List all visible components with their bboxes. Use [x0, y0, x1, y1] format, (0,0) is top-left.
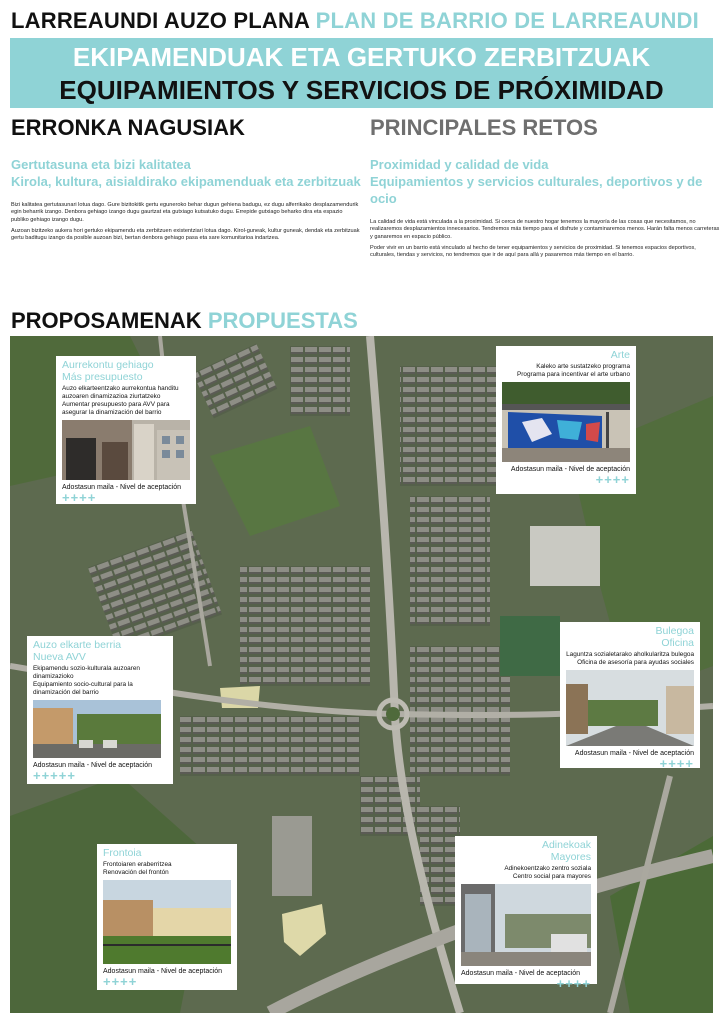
- section-banner: [10, 38, 713, 108]
- challenge-paragraph: La calidad de vida está vinculada a la proximidad. Si cerca de nuestro hogar tenemos la mayoría de las cosas que necesitamos, no realizaremos desplazamientos innecesarios. Tendremos más tiempo para el disfrute y contaminaremos menos. Harán falta menos carreteras y ganaremos en espacio público.: [370, 219, 720, 240]
- acceptance-label: Adostasun maila - Nivel de aceptación: [574, 750, 694, 757]
- challenge-paragraph: Auzoan bizitzeko aukera hori gertuko ekipamendu eta zerbitzuen existentziari lotua dago. Kirol-guneak, kultur guneak, dendak eta zerbitzuak gertu baditugu izango da posible auzoan bizi, bertan denbora gehiago pasa eta sare komunitarioa indartzea.: [11, 227, 360, 242]
- card-description: Frontoiaren eraberritzea Renovación del frontón: [103, 861, 172, 876]
- card-title-spanish: Mayores: [550, 851, 591, 863]
- card-title-basque: Aurrekontu gehiago: [62, 359, 154, 371]
- acceptance-label: Adostasun maila - Nivel de aceptación: [33, 762, 153, 769]
- acceptance-label: Adostasun maila - Nivel de aceptación: [62, 484, 182, 491]
- photo-bus-stop: [461, 884, 591, 966]
- acceptance-label: Adostasun maila - Nivel de aceptación: [461, 970, 581, 977]
- card-title-spanish: Oficina: [661, 637, 694, 649]
- goal-item: Equipamientos y servicios culturales, deportivos y de ocio: [370, 174, 703, 206]
- card-title-basque: Frontoia: [103, 847, 142, 859]
- proposals-title-spanish: PROPUESTAS: [207, 308, 358, 333]
- photo-avenue: [566, 670, 694, 746]
- goals-basque: [11, 156, 361, 190]
- banner-spanish: EQUIPAMIENTOS Y SERVICIOS DE PRÓXIMIDAD: [59, 75, 664, 105]
- card-title-basque: Arte: [610, 349, 630, 361]
- proposals-title-basque: PROPOSAMENAK: [11, 308, 202, 333]
- acceptance-rating: ++++: [103, 974, 138, 989]
- proposal-card-fronton: [97, 844, 237, 990]
- page-title: [11, 8, 716, 34]
- photo-street: [33, 700, 161, 758]
- challenges-basque: [11, 114, 361, 242]
- title-basque: LARREAUNDI AUZO PLANA: [11, 8, 310, 33]
- proposal-card-new-avv: [27, 636, 173, 784]
- proposal-card-office: [560, 622, 700, 771]
- proposal-card-art: [496, 346, 636, 494]
- card-title-basque: Adinekoak: [541, 839, 591, 851]
- challenge-paragraph: Poder vivir en un barrio está vinculado al hecho de tener equipamientos y servicios de proximidad. Si tenemos espacios deportivos, culturales, tiendas y servicios, no tendremos que ir de aquí para allá y pasaremos más tiempo en el barrio.: [370, 244, 696, 259]
- acceptance-rating: ++++: [659, 756, 694, 771]
- proposal-card-elderly: [455, 836, 597, 991]
- acceptance-rating: ++++: [62, 490, 97, 505]
- acceptance-rating: +++++: [33, 768, 76, 783]
- card-description: Laguntza sozialetarako aholkularitza bulegoa Oficina de asesoría para ayudas sociales: [566, 651, 694, 666]
- card-title-spanish: Nueva AVV: [33, 651, 86, 663]
- goal-item: Kirola, kultura, aisialdirako ekipamenduak eta zerbitzuak: [11, 174, 361, 189]
- acceptance-rating: ++++: [595, 472, 630, 487]
- challenges-spanish: [370, 114, 720, 259]
- card-description: Ekipamendu sozio-kulturala auzoaren dinamizazioko Equipamiento socio-cultural para la dinamización del barrio: [33, 665, 140, 696]
- photo-building: [62, 420, 190, 480]
- card-title-basque: Bulegoa: [655, 625, 694, 637]
- photo-mural: [502, 382, 630, 462]
- challenges-heading-basque: ERRONKA NAGUSIAK: [11, 115, 245, 140]
- card-title-basque: Auzo elkarte berria: [33, 639, 122, 651]
- aerial-map: [10, 336, 713, 1013]
- card-description: Auzo elkarteentzako aurrekontua handitu auzoaren dinamizazioa ziurtatzeko Aumentar presupuesto para AVV para asegurar la dinamización del barrio: [62, 385, 179, 416]
- acceptance-label: Adostasun maila - Nivel de aceptación: [103, 968, 223, 975]
- goal-item: Gertutasuna eta bizi kalitatea: [11, 157, 191, 172]
- proposal-card-budget: [56, 356, 196, 504]
- card-title-spanish: Más presupuesto: [62, 371, 143, 383]
- acceptance-rating: ++++: [556, 976, 591, 991]
- photo-fronton: [103, 880, 231, 964]
- title-spanish: PLAN DE BARRIO DE LARREAUNDI: [315, 8, 699, 33]
- challenge-paragraph: Bizi kalitatea gertutasunari lotua dago. Gure bizitokitik gertu eguneroko behar dugun gehiena badugu, ez dugu alferrikako desplazamendurik egin beharrik izango. Denbora gehiago izango dugu gaurtzat eta gutxiago kutsatuko dugu. Errepide gutxiago beharko dira eta espazio publiko gehiago izango dugu.: [11, 202, 359, 223]
- proposals-title: [11, 308, 358, 334]
- challenges-heading-spanish: PRINCIPALES RETOS: [370, 115, 598, 140]
- acceptance-label: Adostasun maila - Nivel de aceptación: [510, 466, 630, 473]
- goals-spanish: [370, 156, 720, 207]
- goal-item: Proximidad y calidad de vida: [370, 157, 549, 172]
- card-description: Kaleko arte sustatzeko programa Programa para incentivar el arte urbano: [517, 363, 630, 378]
- card-description: Adinekoentzako zentro soziala Centro social para mayores: [504, 865, 591, 880]
- banner-basque: EKIPAMENDUAK ETA GERTUKO ZERBITZUAK: [72, 42, 651, 72]
